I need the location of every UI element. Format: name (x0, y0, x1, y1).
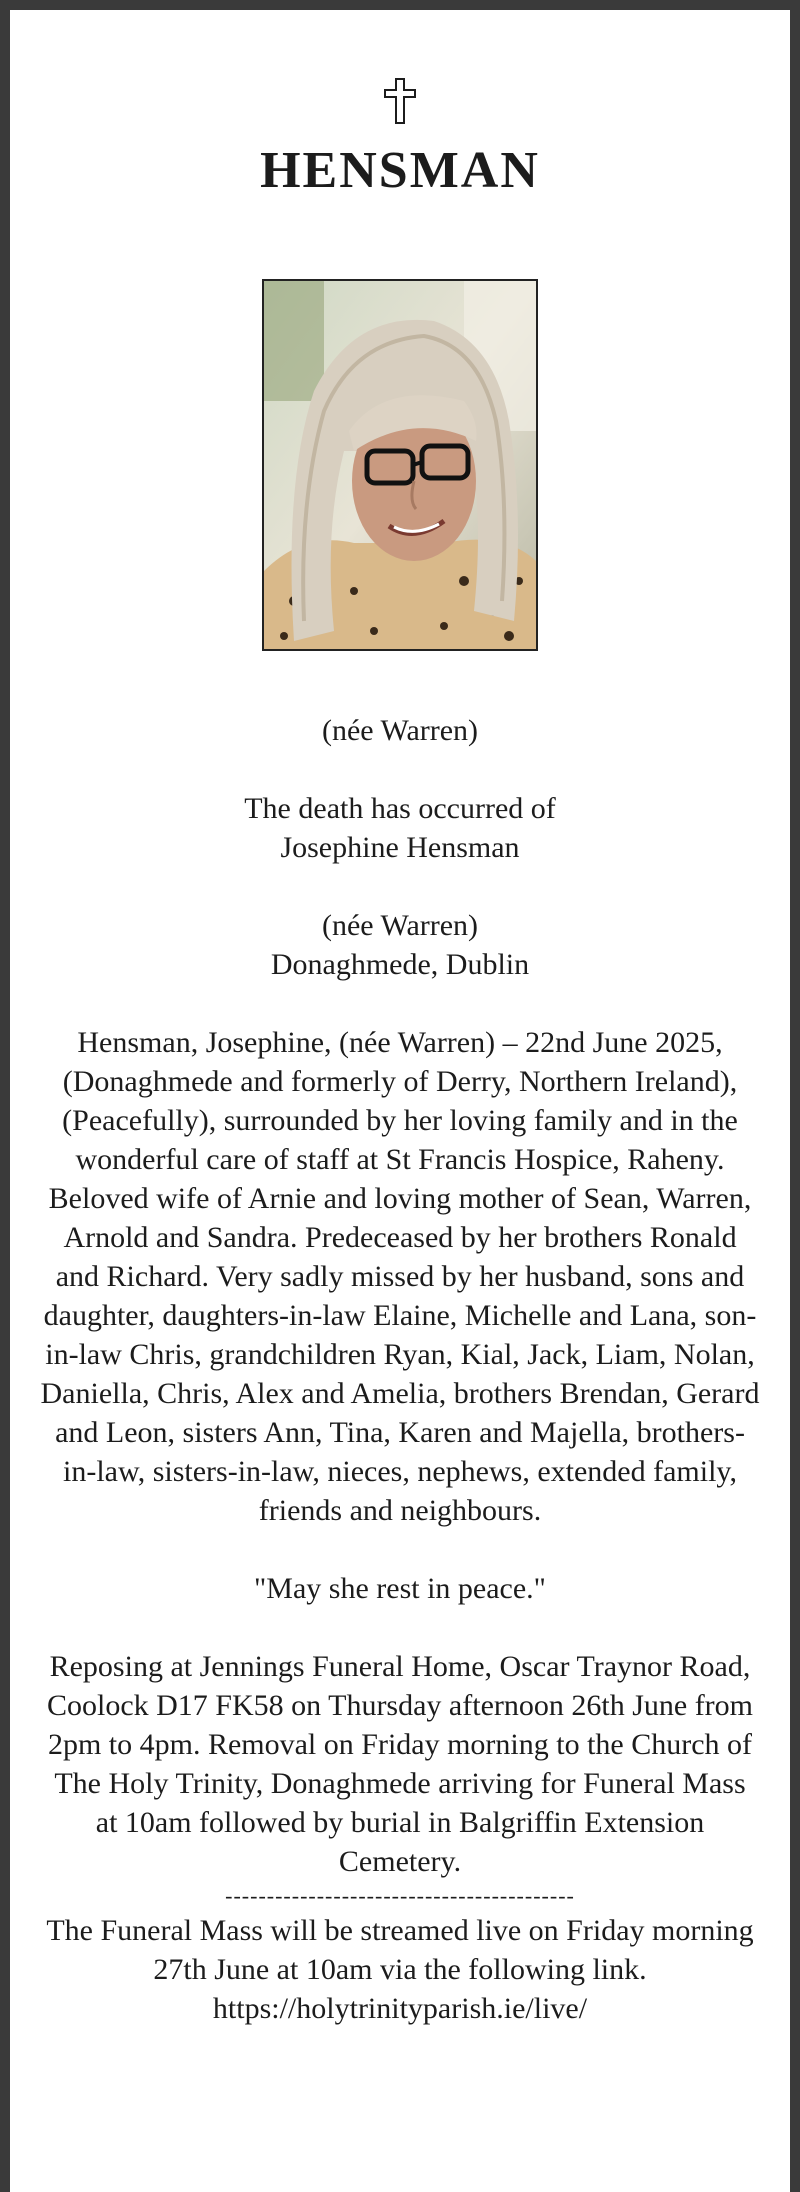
stream-paragraph: The Funeral Mass will be streamed live on Friday morning 27th June at 10am via the following link. (46, 1914, 754, 1987)
main-obituary-paragraph: Hensman, Josephine, (née Warren) – 22nd June 2025, (Donaghmede and formerly of Derry, Northern Ireland), (Peacefully), surrounded by her loving family and in the wonderful care of staff at St Francis Hospice, Raheny. Beloved wife of Arnie and loving mother of Sean, Warren, Arnold and Sandra. Predeceased by her brothers Ronald and Richard. Very sadly missed by her husband, sons and daughter, daughters-in-law Elaine, Michelle and Lana, son-in-law Chris, grandchildren Ryan, Kial, Jack, Liam, Nolan, Daniella, Chris, Alex and Amelia, brothers Brendan, Gerard and Leon, sisters Ann, Tina, Karen and Majella, brothers-in-law, sisters-in-law, nieces, nephews, extended family, friends and neighbours. (40, 1026, 760, 1528)
surname-heading: HENSMAN (260, 142, 540, 199)
nee-line-top: (née Warren) (321, 714, 479, 748)
rest-in-peace-line: "May she rest in peace." (254, 1572, 546, 1606)
death-intro-line-1: The death has occurred of (244, 792, 556, 826)
reposing-paragraph: Reposing at Jennings Funeral Home, Oscar Traynor Road, Coolock D17 FK58 on Thursday afternoon 26th June from 2pm to 4pm. Removal on Friday morning to the Church of The Holy Trinity, Donaghmede arriving for Funeral Mass at 10am followed by burial in Balgriffin Extension Cemetery. (46, 1650, 754, 1879)
cross-icon (384, 78, 416, 124)
portrait-image (264, 281, 536, 649)
portrait-photo (262, 279, 538, 651)
dashed-divider: ------------------------------------------ (225, 1883, 575, 1909)
nee-line-second: (née Warren) (321, 909, 479, 943)
notice-content (20, 20, 780, 2028)
stream-link[interactable]: https://holytrinityparish.ie/live/ (212, 1992, 588, 2026)
location-line: Donaghmede, Dublin (270, 948, 530, 982)
death-intro-line-2: Josephine Hensman (280, 831, 520, 865)
